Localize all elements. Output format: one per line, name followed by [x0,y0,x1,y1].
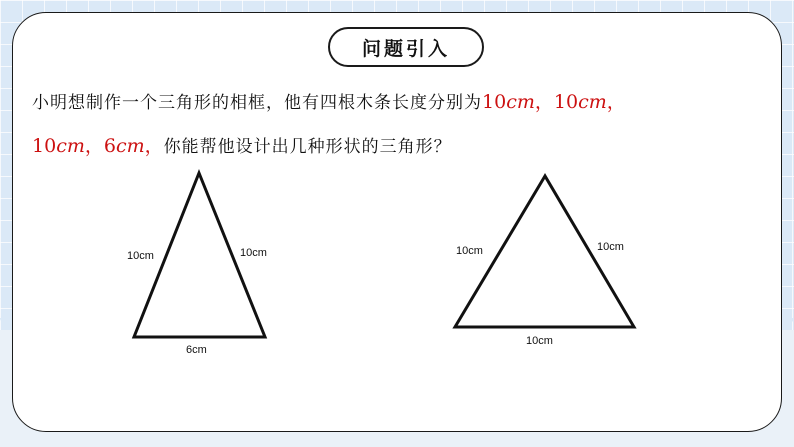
triangle2-left-label: 10cm [456,245,483,257]
triangle1-bottom-label: 6cm [186,344,207,356]
length-value-2: 10cm，6cm， [32,135,164,157]
length-value-1: 10cm，10cm， [482,91,626,113]
triangle1-right-label: 10cm [240,247,267,259]
triangle2-right-label: 10cm [597,241,624,253]
triangle2-bottom-label: 10cm [526,335,553,347]
section-title: 问题引入 [328,27,484,67]
question-text-1: 小明想制作一个三角形的相框，他有四根木条长度分别为 [32,93,482,113]
triangle1-left-label: 10cm [127,250,154,262]
question-text-2: 你能帮他设计出几种形状的三角形？ [163,137,452,157]
